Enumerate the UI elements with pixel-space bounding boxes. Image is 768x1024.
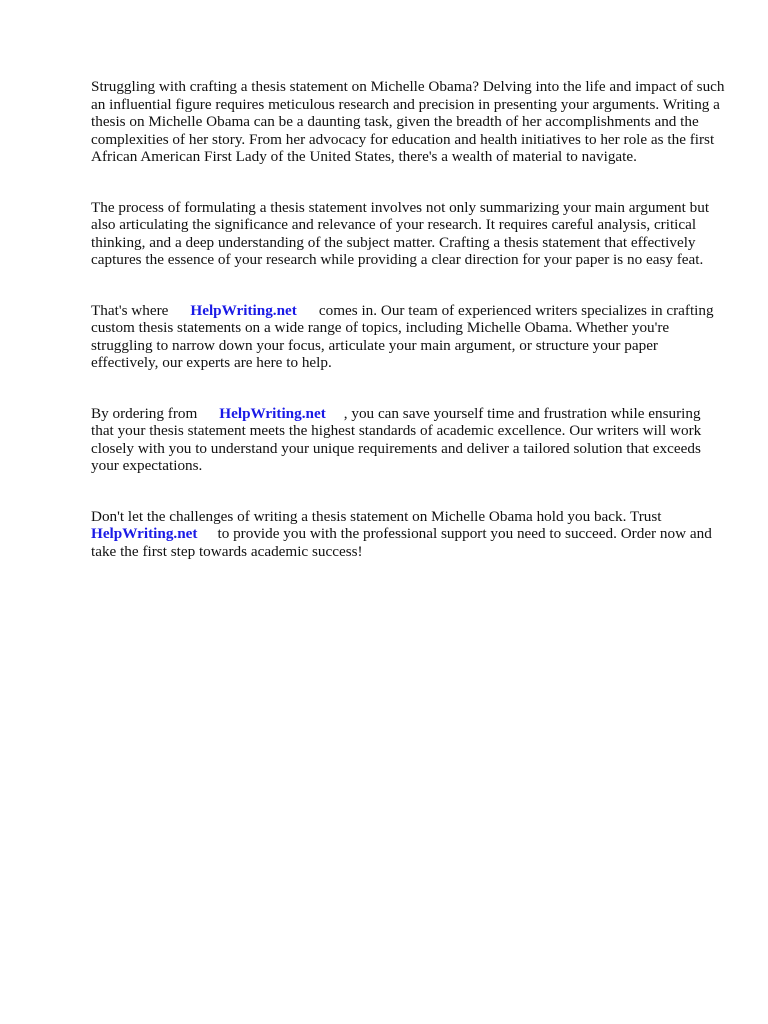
- helpwriting-link[interactable]: HelpWriting.net: [91, 525, 198, 543]
- document-page: [91, 61, 727, 576]
- helpwriting-link[interactable]: HelpWriting.net: [190, 301, 297, 319]
- paragraph-text-before: Don't let the challenges of writing a thesis statement on Michelle Obama hold you back. Trust: [91, 507, 662, 525]
- paragraph-text-before: By ordering from: [91, 404, 198, 422]
- paragraph-text: The process of formulating a thesis statement involves not only summarizing your main argument but also articulating the significance and relevance of your research. It requires careful analysis, critical thinking, and a deep understanding of the subject matter. Crafting a thesis statement that effectively captures the essence of your research while providing a clear direction for your paper is no easy feat.: [91, 198, 710, 269]
- paragraph-intro: [91, 61, 727, 165]
- paragraph-process: [91, 181, 727, 268]
- paragraph-text-after: , you can save yourself time and frustration while ensuring that your thesis statement meets the highest standards of academic excellence. Our writers will work closely with you to understand your unique requirements and deliver a tailored solution that exceeds your expectations.: [91, 404, 702, 475]
- paragraph-text-after: to provide you with the professional support you need to succeed. Order now and take the first step towards academic success!: [91, 525, 712, 560]
- helpwriting-link[interactable]: HelpWriting.net: [219, 404, 326, 422]
- paragraph-closing: [91, 491, 727, 561]
- paragraph-text-after: comes in. Our team of experienced writers specializes in crafting custom thesis statements on a wide range of topics, including Michelle Obama. Whether you're struggling to narrow down your focus, articulate your main argument, or structure your paper effectively, our experts are here to help.: [91, 301, 714, 372]
- paragraph-ordering: [91, 388, 727, 475]
- paragraph-service: [91, 284, 727, 371]
- paragraph-text-before: That's where: [91, 301, 169, 319]
- paragraph-text: Struggling with crafting a thesis statement on Michelle Obama? Delving into the life and impact of such an influential figure requires meticulous research and precision in presenting your arguments. Writing a thesis on Michelle Obama can be a daunting task, given the breadth of her accomplishments and the complexities of her story. From her advocacy for education and health initiatives to her role as the first African American First Lady of the United States, there's a wealth of material to navigate.: [91, 78, 725, 166]
